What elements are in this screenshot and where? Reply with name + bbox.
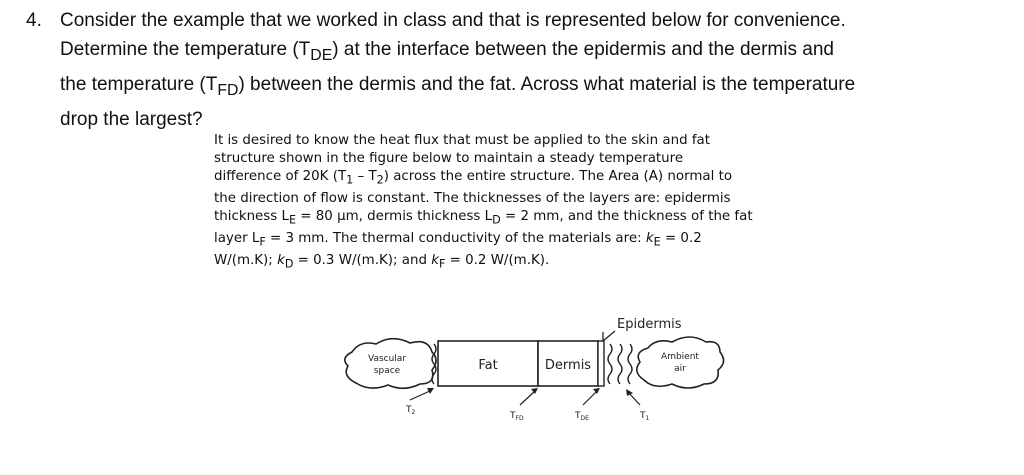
question-number: 4. bbox=[26, 10, 42, 31]
italic-k: k bbox=[645, 231, 654, 247]
text-span: Determine the temperature (T bbox=[60, 39, 311, 60]
question-line-1: Consider the example that we worked in class and that is represented below for convenience. bbox=[60, 10, 846, 31]
subscript: DE bbox=[310, 46, 333, 64]
t2-subscript: 2 bbox=[411, 409, 416, 416]
fat-label: Fat bbox=[478, 358, 498, 373]
subscript: 2 bbox=[376, 174, 384, 188]
italic-k: k bbox=[277, 253, 285, 269]
subscript: D bbox=[284, 257, 294, 271]
excerpt-line-2: structure shown in the figure below to maintain a steady temperature bbox=[214, 151, 684, 167]
tfd-letter: T bbox=[510, 411, 516, 421]
subscript: F bbox=[438, 257, 446, 271]
subscript: F bbox=[259, 236, 266, 250]
wavy-line-right-3 bbox=[628, 344, 632, 384]
subscript: E bbox=[288, 214, 297, 228]
tfd-label bbox=[509, 411, 524, 422]
tde-subscript: DE bbox=[580, 415, 589, 422]
text-span: difference of 20K (T bbox=[214, 169, 347, 185]
text-span: = 0.3 W/(m.K); and bbox=[293, 253, 432, 269]
text-span: = 3 mm. The thermal conductivity of the materials are: bbox=[265, 231, 646, 247]
t1-subscript: 1 bbox=[645, 415, 650, 422]
text-span: ) between the dermis and the fat. Across what material is the temperature bbox=[238, 73, 856, 95]
t1-arrowhead bbox=[626, 389, 633, 396]
vascular-label-1: Vascular bbox=[367, 354, 407, 364]
t1-letter: T bbox=[640, 411, 646, 421]
epidermis-pointer bbox=[603, 331, 615, 341]
text-span: W/(m.K); bbox=[214, 253, 278, 269]
italic-k: k bbox=[431, 253, 439, 269]
t2-arrowhead bbox=[427, 388, 434, 394]
tde-label bbox=[574, 411, 589, 422]
t1-label bbox=[639, 411, 650, 422]
ambient-air-cloud bbox=[637, 337, 724, 388]
text-span: = 2 mm, and the thickness of the fat bbox=[500, 209, 753, 225]
vascular-label-2: space bbox=[373, 366, 401, 376]
ambient-label-1: Ambient bbox=[661, 352, 699, 362]
wavy-line-right-2 bbox=[618, 344, 622, 384]
text-span: ) at the interface between the epidermis and the dermis and bbox=[332, 39, 834, 60]
tde-letter: T bbox=[575, 411, 581, 421]
subscript: D bbox=[492, 214, 501, 228]
epidermis-label: Epidermis bbox=[617, 317, 682, 332]
excerpt-line-1: It is desired to know the heat flux that must be applied to the skin and fat bbox=[214, 133, 711, 148]
text-span: ) across the entire structure. The Area (A) normal to bbox=[383, 169, 733, 185]
tfd-subscript: FD bbox=[515, 415, 524, 422]
subscript: FD bbox=[217, 81, 239, 99]
text-span: the temperature (T bbox=[60, 73, 218, 95]
t2-pointer bbox=[410, 390, 432, 400]
text-span: thickness L bbox=[214, 209, 289, 225]
excerpt-line-4: the direction of flow is constant. The thicknesses of the layers are: epidermis bbox=[214, 191, 731, 207]
text-span: = 80 μm, dermis thickness L bbox=[296, 209, 493, 225]
subscript: E bbox=[653, 236, 661, 250]
tde-arrowhead bbox=[593, 388, 600, 394]
tfd-pointer bbox=[520, 390, 536, 405]
epidermis-layer bbox=[598, 341, 604, 386]
dermis-label: Dermis bbox=[544, 358, 592, 373]
question-line-4: drop the largest? bbox=[60, 108, 203, 130]
wavy-line-right-1 bbox=[608, 344, 612, 384]
text-span: = 0.2 W/(m.K). bbox=[445, 253, 550, 269]
t2-label bbox=[405, 405, 416, 416]
t2-letter: T bbox=[406, 405, 412, 415]
text-span: = 0.2 bbox=[660, 231, 702, 247]
subscript: 1 bbox=[346, 174, 354, 188]
text-span: – T bbox=[353, 169, 377, 185]
ambient-label-2: air bbox=[674, 364, 686, 374]
text-span: layer L bbox=[214, 231, 260, 247]
